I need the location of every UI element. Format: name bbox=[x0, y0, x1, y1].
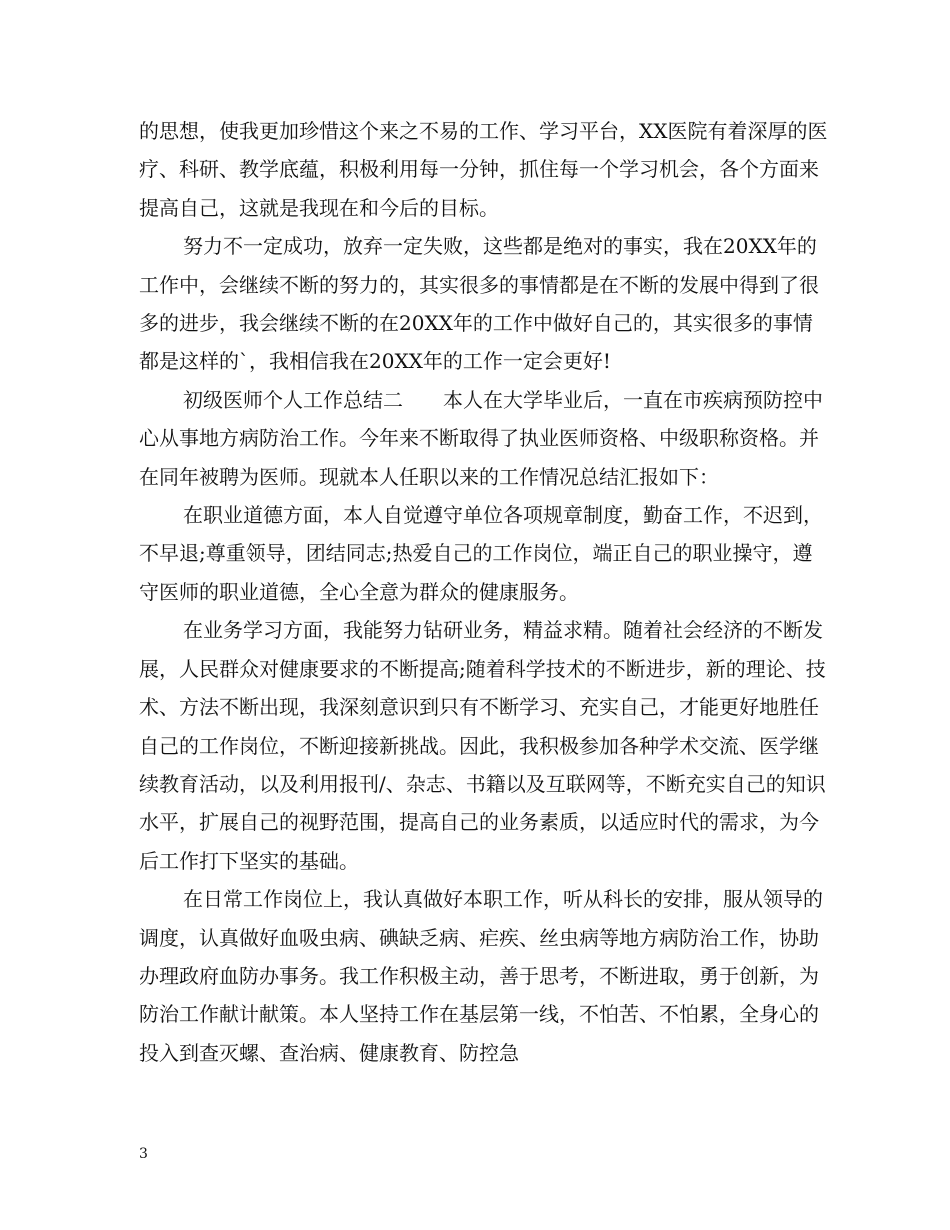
document-body bbox=[139, 112, 829, 1072]
paragraph-daily-work: 在日常工作岗位上，我认真做好本职工作，听从科长的安排，服从领导的调度，认真做好血吸虫病、碘缺乏病、疟疾、丝虫病等地方病防治工作，协助办理政府血防办事务。我工作积极主动，善于思考，不断进取，勇于创新，为防治工作献计献策。本人坚持工作在基层第一线，不怕苦、不怕累，全身心的投入到查灭螺、查治病、健康教育、防控急 bbox=[139, 887, 823, 1065]
paragraph-effort: 努力不一定成功，放弃一定失败，这些都是绝对的事实，我在20XX年的工作中，会继续不断的努力的，其实很多的事情都是在不断的发展中得到了很多的进步，我会继续不断的在20XX年的工作中做好自己的，其实很多的事情都是这样的`，我相信我在20XX年的工作一定会更好! bbox=[139, 234, 819, 374]
paragraph-professional-ethics: 在职业道德方面，本人自觉遵守单位各项规章制度，勤奋工作，不迟到，不早退;尊重领导，团结同志;热爱自己的工作岗位，端正自己的职业操守，遵守医师的职业道德，全心全意为群众的健康服务。 bbox=[139, 503, 823, 604]
paragraph-business-study: 在业务学习方面，我能努力钻研业务，精益求精。随着社会经济的不断发展，人民群众对健康要求的不断提高;随着科学技术的不断进步，新的理论、技术、方法不断出现，我深刻意识到只有不断学习、充实自己，才能更好地胜任自己的工作岗位，不断迎接新挑战。因此，我积极参加各种学术交流、医学继续教育活动，以及利用报刊/、杂志、书籍以及互联网等，不断充实自己的知识水平，扩展自己的视野范围，提高自己的业务素质，以适应时代的需求，为今后工作打下坚实的基础。 bbox=[139, 618, 826, 873]
page-number: 3 bbox=[139, 1146, 148, 1162]
paragraph-summary-two-intro: 初级医师个人工作总结二 本人在大学毕业后，一直在市疾病预防控中心从事地方病防治工作。今年来不断取得了执业医师资格、中级职称资格。并在同年被聘为医师。现就本人任职以来的工作情况总结汇报如下： bbox=[139, 387, 823, 489]
paragraph-continuation: 的思想，使我更加珍惜这个来之不易的工作、学习平台，XX医院有着深厚的医疗、科研、教学底蕴，积极利用每一分钟，抓住每一个学习机会，各个方面来提高自己，这就是我现在和今后的目标。 bbox=[139, 119, 828, 220]
